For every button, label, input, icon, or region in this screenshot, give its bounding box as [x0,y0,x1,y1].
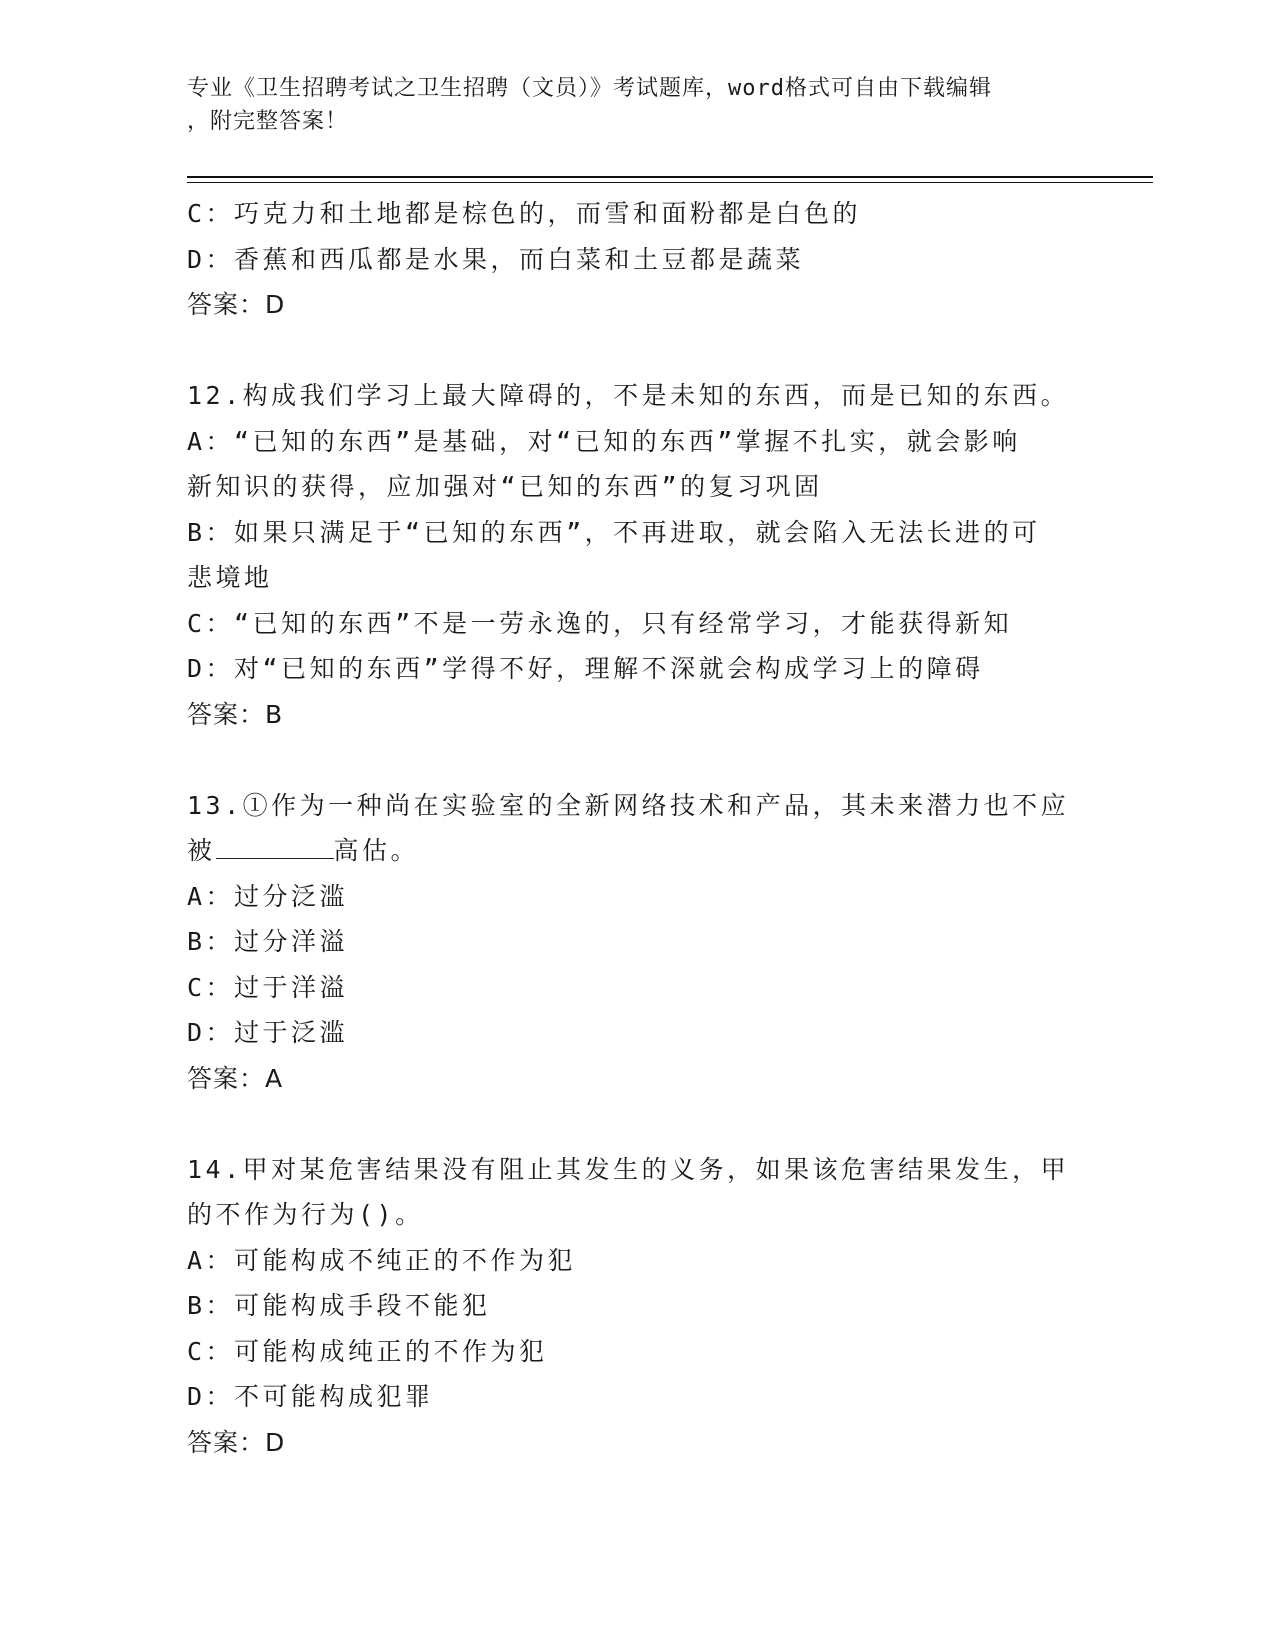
question-stem-continued [187,828,1087,874]
header-title-line-1: 专业《卫生招聘考试之卫生招聘（文员）》考试题库，word格式可自由下载编辑 [187,76,992,101]
option-a: A：“已知的东西”是基础，对“已知的东西”掌握不扎实，就会影响 [187,426,1021,456]
question-spacer [187,328,1087,374]
option-c: C：可能构成纯正的不作为犯 [187,1336,548,1366]
option-d: D：不可能构成犯罪 [187,1382,434,1411]
option-b: B：过分洋溢 [187,927,349,956]
document-header [187,72,1067,138]
question-stem: 12.构成我们学习上最大障碍的，不是未知的东西，而是已知的东西。 [187,381,1070,410]
question-14 [187,1147,1087,1466]
question-13 [187,783,1087,1102]
question-list [187,191,1087,1465]
option-d: D：对“已知的东西”学得不好，理解不深就会构成学习上的障碍 [187,654,984,683]
header-title-line-2: ，附完整答案！ [187,109,349,134]
stem-text-before-blank: 被 [187,836,216,865]
option-a-continued: 新知识的获得，应加强对“已知的东西”的复习巩固 [187,472,823,501]
question-11 [187,191,1087,328]
option-a: A：可能构成不纯正的不作为犯 [187,1245,577,1275]
answer-line: 答案：D [187,290,286,319]
question-stem: 13.①作为一种尚在实验室的全新网络技术和产品，其未来潜力也不应 [187,790,1070,820]
option-a: A：过分泛滥 [187,881,349,911]
answer-line: 答案：A [187,1063,284,1093]
question-stem-continued: 的不作为行为()。 [187,1200,424,1229]
answer-line: 答案：D [187,1427,286,1457]
option-c: C：巧克力和土地都是棕色的，而雪和面粉都是白色的 [187,199,862,228]
option-d: D：过于泛滥 [187,1018,349,1047]
option-b: B：可能构成手段不能犯 [187,1291,491,1320]
option-b: B：如果只满足于“已知的东西”，不再进取，就会陷入无法长进的可 [187,517,1041,547]
header-divider-thick [187,176,1153,178]
option-c: C：过于洋溢 [187,972,349,1002]
question-stem: 14.甲对某危害结果没有阻止其发生的义务，如果该危害结果发生，甲 [187,1154,1070,1184]
question-12 [187,373,1087,737]
answer-line: 答案：B [187,699,284,729]
option-c: C：“已知的东西”不是一劳永逸的，只有经常学习，才能获得新知 [187,608,1013,638]
option-b-continued: 悲境地 [187,563,273,592]
fill-in-blank [216,832,334,859]
question-spacer [187,1101,1087,1147]
option-d: D：香蕉和西瓜都是水果，而白菜和土豆都是蔬菜 [187,244,805,274]
header-divider-thin [187,182,1153,183]
question-spacer [187,737,1087,783]
stem-text-after-blank: 高估。 [333,836,420,865]
